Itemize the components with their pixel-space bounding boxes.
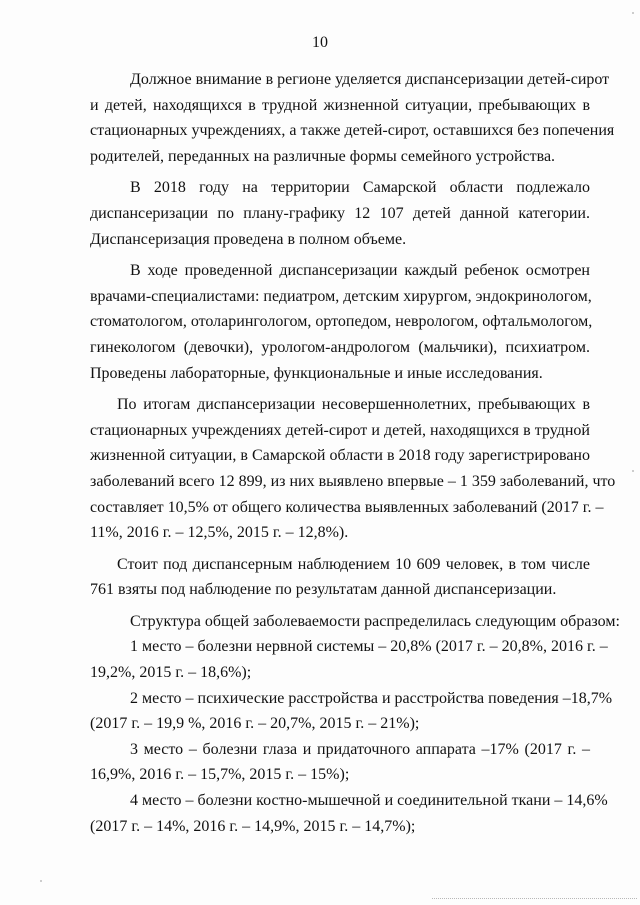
- text-line: стационарных учреждениях детей-сирот и детей, находящихся в трудной: [90, 421, 590, 439]
- text-line: врачами-специалистами: педиатром, детским хирургом, эндокринологом,: [90, 287, 592, 305]
- scan-speck: [632, 12, 634, 14]
- text-line: диспансеризации по плану-графику 12 107 детей данной категории.: [90, 204, 590, 222]
- text-line: гинекологом (девочки), урологом-андрологом (мальчики), психиатром.: [90, 338, 590, 356]
- text-line: Проведены лабораторные, функциональные и иные исследования.: [90, 364, 543, 382]
- text-line: стоматологом, отоларингологом, ортопедом, неврологом, офтальмологом,: [90, 313, 593, 331]
- text-line: Структура общей заболеваемости распределилась следующим образом:: [130, 612, 620, 630]
- text-line: заболеваний всего 12 899, из них выявлено впервые – 1 359 заболеваний, что: [90, 472, 616, 490]
- text-line: По итогам диспансеризации несовершеннолетних, пребывающих в: [117, 396, 590, 414]
- text-line: Должное внимание в регионе уделяется диспансеризации детей-сирот: [130, 71, 610, 88]
- scan-edge-line: [432, 898, 637, 900]
- text-line: Стоит под диспансерным наблюдением 10 609 человек, в том числе: [117, 555, 590, 573]
- text-line: 4 место – болезни костно-мышечной и соединительной ткани – 14,6%: [130, 792, 608, 810]
- text-line: 3 место – болезни глаза и придаточного аппарата –17% (2017 г. –: [130, 740, 590, 758]
- page-number: 10: [312, 34, 328, 51]
- text-line: жизненной ситуации, в Самарской области в 2018 году зарегистрировано: [90, 447, 590, 465]
- text-line: В ходе проведенной диспансеризации каждый ребенок осмотрен: [130, 262, 590, 280]
- scan-speck: [40, 880, 42, 882]
- text-line: В 2018 году на территории Самарской области подлежало: [130, 179, 590, 197]
- scan-speck: [632, 470, 634, 472]
- text-line: 11%, 2016 г. – 12,5%, 2015 г. – 12,8%).: [90, 524, 349, 542]
- text-line: (2017 г. – 19,9 %, 2016 г. – 20,7%, 2015 г. – 21%);: [90, 715, 420, 733]
- text-line: 1 место – болезни нервной системы – 20,8% (2017 г. – 20,8%, 2016 г. –: [130, 638, 608, 656]
- text-line: составляет 10,5% от общего количества выявленных заболеваний (2017 г. –: [90, 498, 604, 516]
- text-line: 16,9%, 2016 г. – 15,7%, 2015 г. – 15%);: [90, 766, 350, 784]
- text-line: стационарных учреждениях, а также детей-сирот, оставшихся без попечения: [90, 122, 615, 140]
- text-line: (2017 г. – 14%, 2016 г. – 14,9%, 2015 г. – 14,7%);: [90, 817, 416, 835]
- text-line: родителей, переданных на различные формы семейного устройства.: [90, 147, 556, 165]
- text-line: Диспансеризация проведена в полном объеме.: [90, 230, 407, 248]
- text-line: 761 взяты под наблюдение по результатам данной диспансеризации.: [90, 581, 557, 599]
- document-body: [90, 67, 620, 839]
- text-line: 19,2%, 2015 г. – 18,6%);: [90, 664, 252, 682]
- text-line: 2 место – психические расстройства и расстройства поведения –18,7%: [130, 689, 613, 707]
- text-line: и детей, находящихся в трудной жизненной ситуации, пребывающих в: [90, 96, 590, 114]
